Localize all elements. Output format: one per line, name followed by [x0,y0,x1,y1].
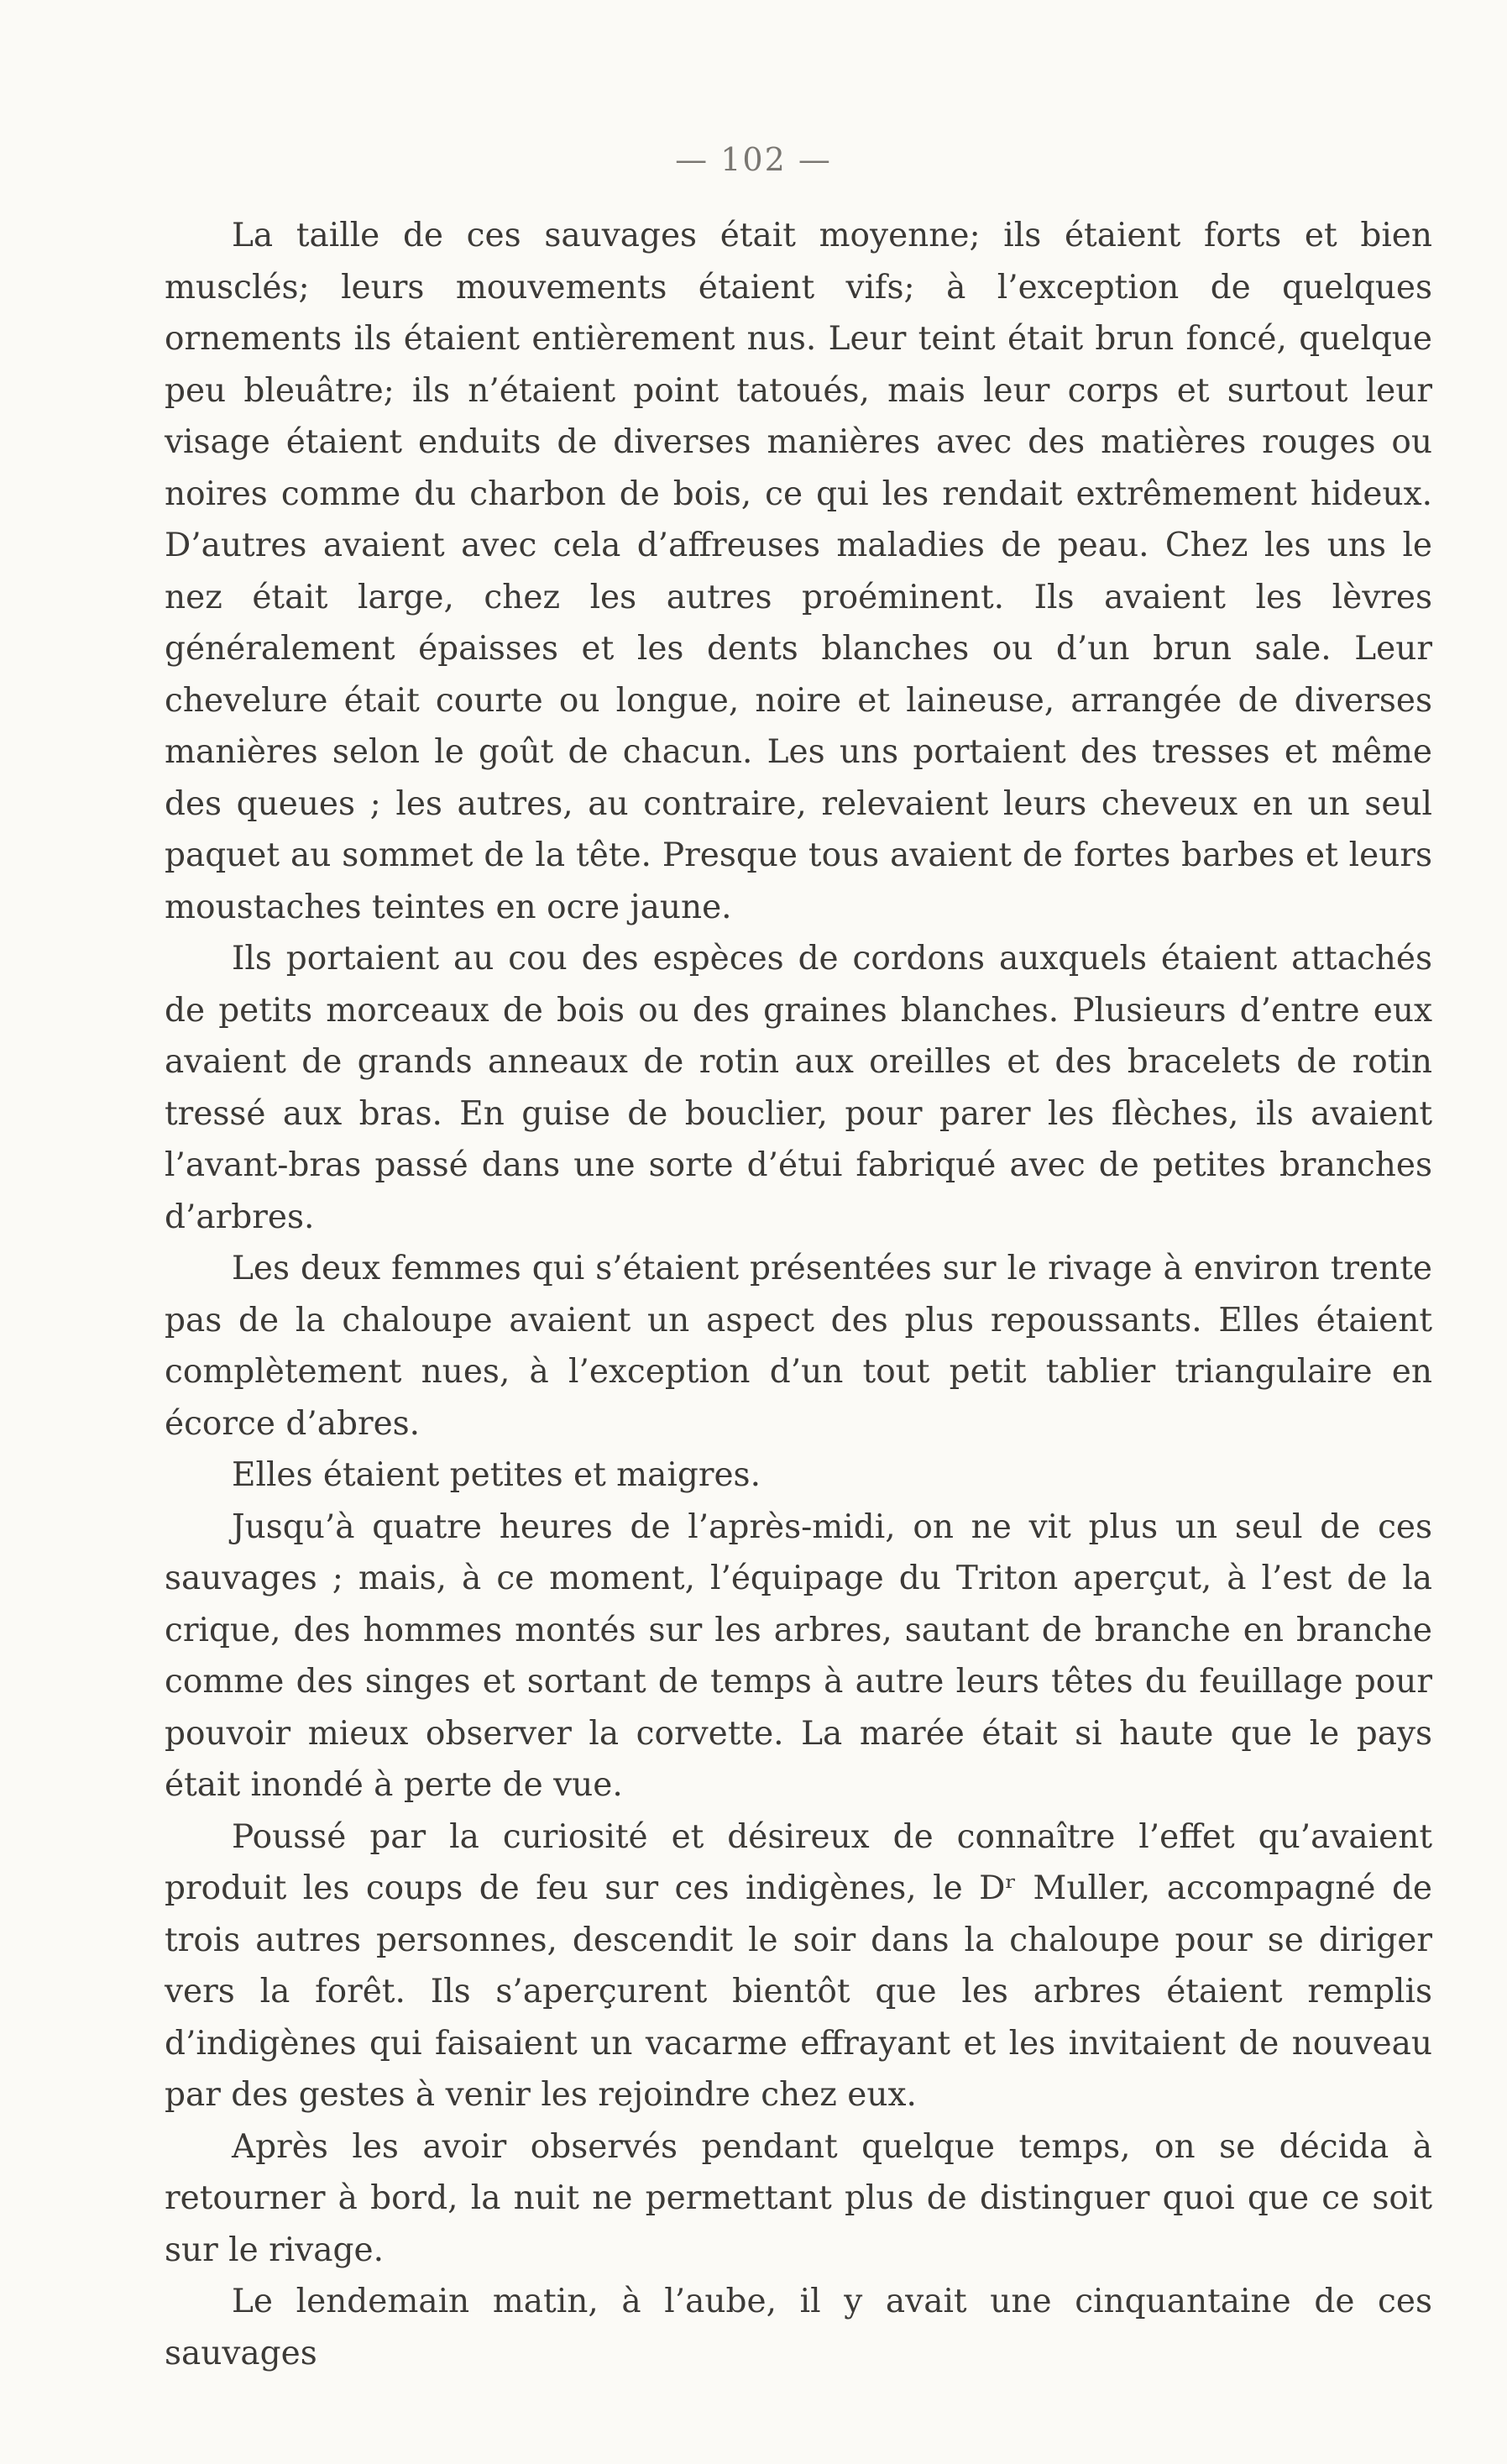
paragraph: Poussé par la curiosité et désireux de connaître l’effet qu’avaient produit les coups de feu sur ces indigènes, le Dʳ Muller, accompagné de trois autres personnes, descendit le soir dans la chaloupe pour se diriger vers la forêt. Ils s’aperçurent bientôt que les arbres étaient remplis d’indigènes qui faisaient un vacarme effrayant et les invitaient de nouveau par des gestes à venir les rejoindre chez eux. [165,1817,1432,2114]
body-text [165,210,1432,2379]
paragraph: Après les avoir observés pendant quelque temps, on se décida à retourner à bord, la nuit ne permettant plus de distinguer quoi que ce soit sur le rivage. [165,2127,1432,2269]
page-number: — 102 — [675,141,832,178]
paragraph: Ils portaient au cou des espèces de cordons auxquels étaient attachés de petits morceaux de bois ou des graines blanches. Plusieurs d’entre eux avaient de grands anneaux de rotin aux oreilles et des bracelets de rotin tressé aux bras. En guise de bouclier, pour parer les flèches, ils avaient l’avant-bras passé dans une sorte d’étui fabriqué avec de petites branches d’arbres. [165,940,1432,1236]
paragraph: La taille de ces sauvages était moyenne; ils étaient forts et bien musclés; leurs mouvements étaient vifs; à l’exception de quelques ornements ils étaient entièrement nus. Leur teint était brun foncé, quelque peu bleuâtre; ils n’étaient point tatoués, mais leur corps et surtout leur visage étaient enduits de diverses manières avec des matières rouges ou noires comme du charbon de bois, ce qui les rendait extrêmement hideux. D’autres avaient avec cela d’affreuses maladies de peau. Chez les uns le nez était large, chez les autres proéminent. Ils avaient les lèvres généralement épaisses et les dents blanches ou d’un brun sale. Leur chevelure était courte ou longue, noire et laineuse, arrangée de diverses manières selon le goût de chacun. Les uns portaient des tresses et même des queues ; les autres, au contraire, relevaient leurs cheveux en un seul paquet au sommet de la tête. Presque tous avaient de fortes barbes et leurs moustaches teintes en ocre jaune. [165,217,1432,926]
paragraph: Jusqu’à quatre heures de l’après-midi, on ne vit plus un seul de ces sauvages ; mais, à ce moment, l’équipage du Triton aperçut, à l’est de la crique, des hommes montés sur les arbres, sautant de branche en branche comme des singes et sortant de temps à autre leurs têtes du feuillage pour pouvoir mieux observer la corvette. La marée était si haute que le pays était inondé à perte de vue. [165,1507,1432,1804]
paragraph: Les deux femmes qui s’étaient présentées sur le rivage à environ trente pas de la chaloupe avaient un aspect des plus repoussants. Elles étaient complètement nues, à l’exception d’un tout petit tablier triangulaire en écorce d’abres. [165,1250,1432,1443]
paragraph: Le lendemain matin, à l’aube, il y avait une cinquantaine de ces sauvages [165,2283,1432,2372]
paragraph: Elles étaient petites et maigres. [232,1456,761,1494]
